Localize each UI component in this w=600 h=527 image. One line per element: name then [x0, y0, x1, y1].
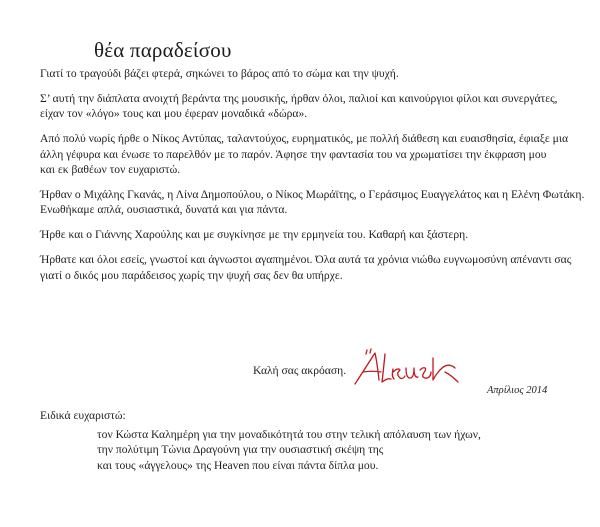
thanks-heading: Ειδικά ευχαριστώ: — [40, 409, 126, 422]
text-line: Από πολύ νωρίς ήρθε ο Νίκος Αντύπας, ταλαντούχος, ευρηματικός, με πολλή διάθεση και ευαισθησία, έφιαξε μια — [40, 132, 569, 146]
paragraph — [40, 91, 580, 122]
paragraph — [40, 66, 580, 81]
closing-text: Καλή σας ακρόαση. — [253, 364, 347, 377]
thanks-line: τον Κώστα Καλημέρη για την μοναδικότητά του στην τελική απόλαυση των ήχων, — [97, 428, 481, 441]
text-line: Σ’ αυτή την διάπλατα ανοιχτή βεράντα της μουσικής, ήρθαν όλοι, παλιοί και καινούργιοι φίλοι και συνεργάτες, — [40, 91, 558, 105]
letter-body — [40, 66, 585, 292]
paragraph — [40, 131, 580, 177]
text-line: Ήρθαν ο Μιχάλης Γκανάς, η Λίνα Δημοπούλου, ο Νίκος Μωράϊτης, ο Γεράσιμος Ευαγγελάτος και η Ελένη Φωτάκη. — [40, 187, 585, 201]
page-title: θέα παραδείσου — [94, 38, 232, 62]
thanks-line: και τους «άγγελους» της Heaven που είναι πάντα δίπλα μου. — [97, 458, 379, 472]
text-line: γιατί ο δικός μου παράδεισος χωρίς την ψυχή σας δεν θα υπήρχε. — [40, 268, 343, 282]
text-line: είχαν τον «λόγο» τους και μου έφεραν μοναδικά «δώρα». — [40, 107, 308, 121]
paragraph — [40, 187, 585, 218]
text-line: Γιατί το τραγούδι βάζει φτερά, σηκώνει το βάρος από το σώμα και την ψυχή. — [40, 67, 399, 80]
thanks-list — [97, 427, 481, 473]
signature — [345, 344, 470, 392]
paragraph — [40, 227, 580, 242]
text-line: και εκ βαθέων τον ευχαριστώ. — [40, 163, 181, 177]
text-line: Ήρθατε και όλοι εσείς, γνωστοί και άγνωστοι αγαπημένοι. Όλα αυτά τα χρόνια νιώθω ευγνωμοσύνη απέναντι σας — [40, 253, 572, 267]
date-text: Απρίλιος 2014 — [487, 385, 548, 396]
thanks-line: την πολύτιμη Τώνια Δραγούνη για την ουσιαστική σκέψη της — [97, 443, 384, 457]
text-line: Ενωθήκαμε απλά, ουσιαστικά, δυνατά και για πάντα. — [40, 203, 288, 217]
text-line: Ήρθε και ο Γιάννης Χαρούλης και με συγκίνησε με την ερμηνεία του. Καθαρή και ξάστερη. — [40, 228, 469, 242]
text-line: άλλη γέφυρα και ένωσε το παρελθόν με το παρόν. Άφησε την φαντασία του να χρωματίσει την έκφραση μου — [40, 147, 547, 161]
paragraph — [40, 252, 580, 283]
